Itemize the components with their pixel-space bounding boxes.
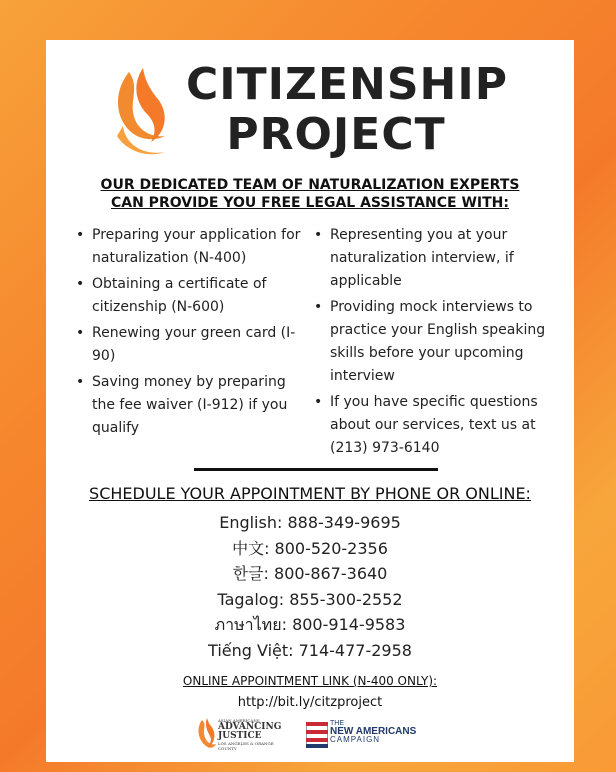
list-item: • If you have specific questions about our services, text us at (213) 973-6140 (314, 391, 554, 460)
phone-chinese[interactable]: 中文: 800-520-2356 (232, 538, 388, 558)
nac-main-text: NEW AMERICANS (330, 726, 417, 737)
aaj-top-text: ASIAN AMERICANS (218, 718, 260, 723)
phone-english[interactable]: English: 888-349-9695 (219, 513, 401, 532)
phone-korean[interactable]: 한글: 800-867-3640 (232, 564, 388, 583)
list-item: • Providing mock interviews to practice your English speaking skills before your upcoming interview (314, 296, 554, 388)
aaj-flame-icon (196, 718, 216, 752)
page-title (186, 59, 508, 160)
phone-vietnamese[interactable]: Tiếng Việt: 714-477-2958 (208, 640, 412, 660)
nac-logo (306, 720, 426, 754)
online-link[interactable]: http://bit.ly/citzproject (237, 695, 383, 710)
list-item: • Preparing your application for naturalization (N-400) (76, 224, 306, 270)
services-list-left (76, 224, 306, 443)
aaj-line-1: ADVANCING (218, 722, 282, 732)
header (46, 58, 574, 176)
online-link-label: ONLINE APPOINTMENT LINK (N-400 ONLY): (182, 674, 438, 688)
divider (194, 468, 438, 471)
schedule-heading: SCHEDULE YOUR APPOINTMENT BY PHONE OR ONLINE: (89, 484, 531, 503)
nac-campaign-text: CAMPAIGN (330, 735, 381, 744)
list-item: • Renewing your green card (I-90) (76, 322, 306, 368)
phone-thai[interactable]: ภาษาไทย: 800-914-9583 (214, 615, 406, 634)
aaj-logo (196, 718, 286, 754)
flag-icon (306, 722, 328, 748)
subhead-line-2: CAN PROVIDE YOU FREE LEGAL ASSISTANCE WITH: (110, 195, 509, 211)
nac-text (330, 720, 416, 744)
flyer-card (46, 40, 574, 762)
services-list-right (314, 224, 554, 463)
aaj-line-2: JUSTICE (218, 731, 262, 741)
title-line-2: PROJECT (226, 109, 446, 160)
nac-the-text: THE (330, 720, 344, 727)
aaj-text (218, 718, 286, 751)
list-item: • Representing you at your naturalization interview, if applicable (314, 224, 554, 293)
list-item: • Saving money by preparing the fee waiver (I-912) if you qualify (76, 371, 306, 440)
subhead-line-1: OUR DEDICATED TEAM OF NATURALIZATION EXPERTS (100, 177, 520, 193)
title-line-1: CITIZENSHIP (186, 59, 508, 110)
subheading (46, 176, 574, 212)
aaj-sub-text: LOS ANGELES & ORANGE COUNTY (218, 741, 274, 751)
flame-logo-icon (109, 66, 181, 162)
phone-tagalog[interactable]: Tagalog: 855-300-2552 (217, 589, 403, 609)
list-item: • Obtaining a certificate of citizenship (N-600) (76, 273, 306, 319)
phone-list (46, 510, 574, 663)
